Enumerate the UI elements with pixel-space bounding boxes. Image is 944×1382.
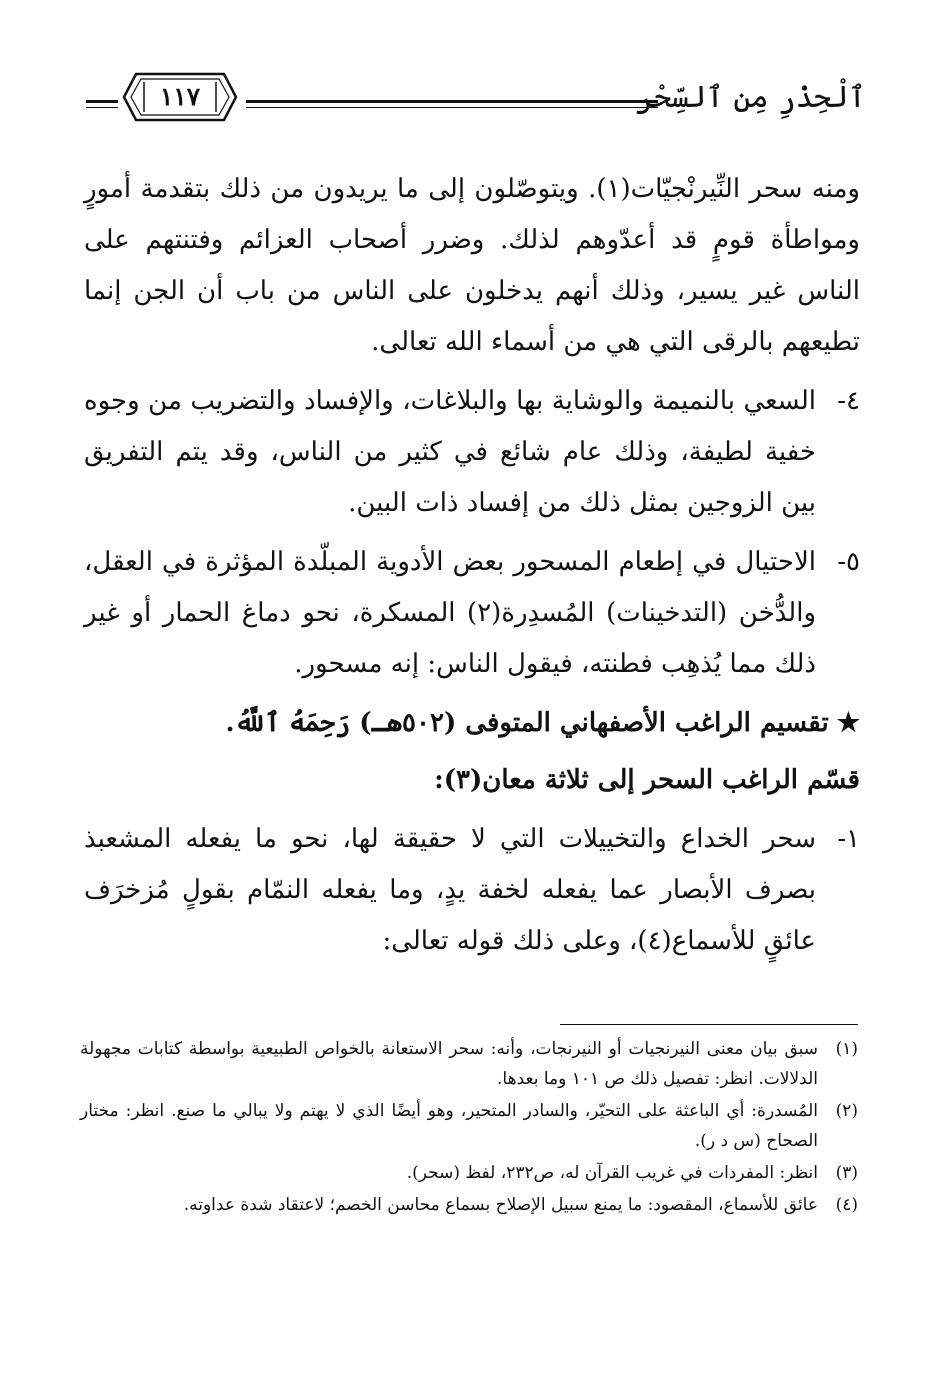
footnote-text: عائق للأسماع، المقصود: ما يمنع سبيل الإصلاح بسماع محاسن الخصم؛ لاعتقاد شدة عداوته. [183, 1195, 818, 1215]
page-number-frame [122, 72, 238, 122]
book-title: ٱلْحِذْرِ مِن ٱلسِّحْر [635, 80, 866, 115]
footnote-number: (٤) [835, 1195, 858, 1215]
footnote-text: انظر: المفردات في غريب القرآن له، ص٢٣٢، لفظ (سحر). [406, 1163, 818, 1183]
list-item-4 [84, 376, 860, 529]
page-number: ١١٧ [159, 82, 201, 111]
list-item-number: ٥- [837, 547, 860, 577]
list-item-text: الاحتيال في إطعام المسحور بعض الأدوية المبلّدة المؤثرة في العقل، والدُّخن (التدخينات) المُسدِرة(٢) المسكرة، نحو دماغ الحمار أو غير ذلك مما يُذهِب فطنته، فيقول الناس: إنه مسحور. [84, 547, 817, 679]
section-heading [84, 698, 860, 749]
list-item-text: السعي بالنميمة والوشاية بها والبلاغات، والإفساد والتضريب من وجوه خفية لطيفة، وذلك عام شائع في كثير من الناس، وقد يتم التفريق بين الزوجين بمثل ذلك من إفساد ذات البين. [84, 386, 816, 518]
section-subheading: قسّم الراغب السحر إلى ثلاثة معان(٣): [434, 765, 860, 795]
footnote-text: سبق بيان معنى النيرنجيات أو النيرنجات، وأنه: سحر الاستعانة بالخواص الطبيعية بواسطة كتابات مجهولة الدلالات. انظر: تفصيل ذلك ص ١٠١ وما بعدها. [80, 1039, 818, 1089]
footnote-divider [560, 1024, 858, 1025]
footnote-number: (٣) [835, 1163, 858, 1183]
footnote-number: (٢) [835, 1101, 858, 1121]
header-rule-right [246, 100, 658, 103]
list-item-text: سحر الخداع والتخييلات التي لا حقيقة لها، نحو ما يفعله المشعبذ بصرف الأبصار عما يفعله لخفة يدٍ، وما يفعله النمّام بقولٍ مُزخرَف عائقٍ للأسماع(٤)، وعلى ذلك قوله تعالى: [84, 824, 816, 956]
section-heading-text: تقسيم الراغب الأصفهاني المتوفى (٥٠٢هـ) رَحِمَهُ ٱللَّهُ. [225, 708, 829, 738]
footnote [80, 1158, 858, 1188]
paragraph-nirenjiyat: ومنه سحر النِّيرنْجيّات(١). ويتوصّلون إلى ما يريدون من ذلك بتقدمة أمورٍ ومواطأة قومٍ قد أعدّوهم لذلك. وضرر أصحاب العزائم وفتنتهم على الناس غير يسير، وذلك أنهم يدخلون على الناس من باب أن الجن إنما تطيعهم بالرقى التي هي من أسماء الله تعالى. [84, 174, 860, 357]
footnotes [80, 1034, 858, 1222]
list-item-5 [84, 537, 860, 690]
header-rule-left [86, 100, 118, 103]
footnote [80, 1096, 858, 1156]
list-item-1 [84, 814, 860, 967]
footnote-text: المُسدرة: أي الباعثة على التحيّر، والسادر المتحير، وهو أيضًا الذي لا يهتم ولا يبالي ما صنع. انظر: مختار الصحاح (س د ر). [80, 1101, 818, 1151]
list-item-number: ١- [837, 824, 860, 854]
main-text [84, 160, 860, 967]
list-item-number: ٤- [837, 386, 860, 416]
footnote [80, 1190, 858, 1220]
footnote [80, 1034, 858, 1094]
star-icon: ★ [836, 708, 860, 738]
footnote-number: (١) [835, 1039, 858, 1059]
page-header [86, 62, 866, 142]
